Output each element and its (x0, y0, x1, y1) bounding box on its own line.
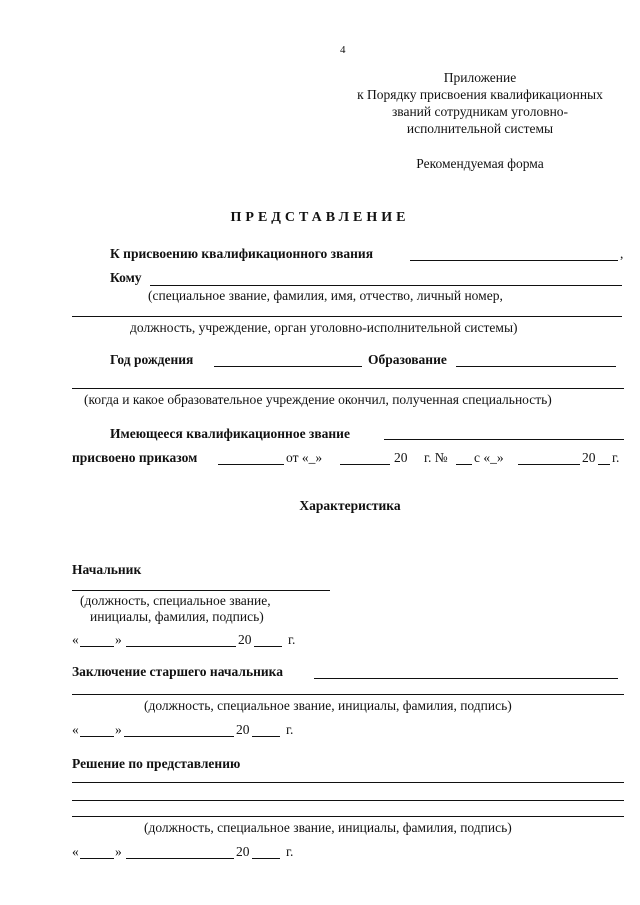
order-date-line[interactable] (340, 464, 390, 465)
order-from-label: от «_» (286, 450, 323, 465)
chief-year-line[interactable] (254, 646, 282, 647)
chief-month-line[interactable] (126, 646, 236, 647)
current-rank-line[interactable] (384, 439, 624, 440)
appendix-line-2: к Порядку присвоения квалификационных (357, 87, 603, 102)
chief-signature-line[interactable] (72, 590, 330, 591)
form-type-label: Рекомендуемая форма (416, 156, 544, 171)
order-no-line[interactable] (456, 464, 472, 465)
appendix-line-1: Приложение (443, 70, 517, 85)
education-line[interactable] (456, 366, 616, 367)
education-label: Образование (368, 352, 447, 367)
rank-to-assign-line[interactable] (410, 260, 618, 261)
decision-date-open: « (72, 844, 79, 859)
chief-year-suffix: г. (288, 632, 296, 647)
senior-day-line[interactable] (80, 736, 114, 737)
senior-line-2[interactable] (72, 694, 624, 695)
decision-month-line[interactable] (126, 858, 234, 859)
order-number-line[interactable] (218, 464, 284, 465)
decision-day-line[interactable] (80, 858, 114, 859)
senior-date-close: » (115, 722, 122, 737)
rank-comma: , (620, 246, 624, 261)
appendix-line-4: исполнительной системы (406, 121, 554, 136)
chief-hint-2: инициалы, фамилия, подпись) (90, 609, 264, 624)
decision-year: 20 (236, 844, 250, 859)
appendix-line-3: званий сотрудникам уголовно- (391, 104, 569, 119)
to-whom-line[interactable] (150, 285, 622, 286)
senior-year-suffix: г. (286, 722, 294, 737)
chief-year: 20 (238, 632, 252, 647)
order-with-label: с «_» (474, 450, 504, 465)
to-whom-hint-2: должность, учреждение, орган уголовно-исполнительной системы) (130, 320, 518, 335)
decision-line-3[interactable] (72, 816, 624, 817)
to-whom-label: Кому (110, 270, 142, 285)
characteristic-heading: Характеристика (299, 498, 401, 513)
page-title: ПРЕДСТАВЛЕНИЕ (230, 210, 410, 225)
assigned-order-label: присвоено приказом (72, 450, 198, 465)
decision-line-1[interactable] (72, 782, 624, 783)
current-rank-label: Имеющееся квалификационное звание (110, 426, 350, 441)
birth-year-line[interactable] (214, 366, 362, 367)
education-line-2[interactable] (72, 388, 624, 389)
senior-label: Заключение старшего начальника (72, 664, 283, 679)
rank-to-assign-label: К присвоению квалификационного звания (110, 246, 373, 261)
chief-date-open: « (72, 632, 79, 647)
chief-date-close: » (115, 632, 122, 647)
order-g-end: г. (612, 450, 620, 465)
chief-day-line[interactable] (80, 646, 114, 647)
to-whom-hint-1: (специальное звание, фамилия, имя, отчество, личный номер, (148, 288, 503, 303)
decision-year-line[interactable] (252, 858, 280, 859)
order-year2-label: 20 (582, 450, 596, 465)
decision-line-2[interactable] (72, 800, 624, 801)
chief-hint-1: (должность, специальное звание, (80, 593, 271, 608)
order-no-label: г. № (424, 450, 448, 465)
order-year-label: 20 (394, 450, 408, 465)
senior-year: 20 (236, 722, 250, 737)
education-hint: (когда и какое образовательное учреждение окончил, полученная специальность) (84, 392, 552, 407)
decision-hint: (должность, специальное звание, инициалы, фамилия, подпись) (144, 820, 512, 835)
decision-label: Решение по представлению (72, 756, 241, 771)
senior-date-open: « (72, 722, 79, 737)
order-year2-line[interactable] (598, 464, 610, 465)
senior-year-line[interactable] (252, 736, 280, 737)
chief-label: Начальник (72, 562, 142, 577)
senior-hint: (должность, специальное звание, инициалы, фамилия, подпись) (144, 698, 512, 713)
to-whom-line-2[interactable] (72, 316, 622, 317)
senior-line[interactable] (314, 678, 618, 679)
birth-year-label: Год рождения (110, 352, 194, 367)
decision-year-suffix: г. (286, 844, 294, 859)
order-with-date-line[interactable] (518, 464, 580, 465)
senior-month-line[interactable] (124, 736, 234, 737)
page-number: 4 (340, 44, 346, 56)
decision-date-close: » (115, 844, 122, 859)
